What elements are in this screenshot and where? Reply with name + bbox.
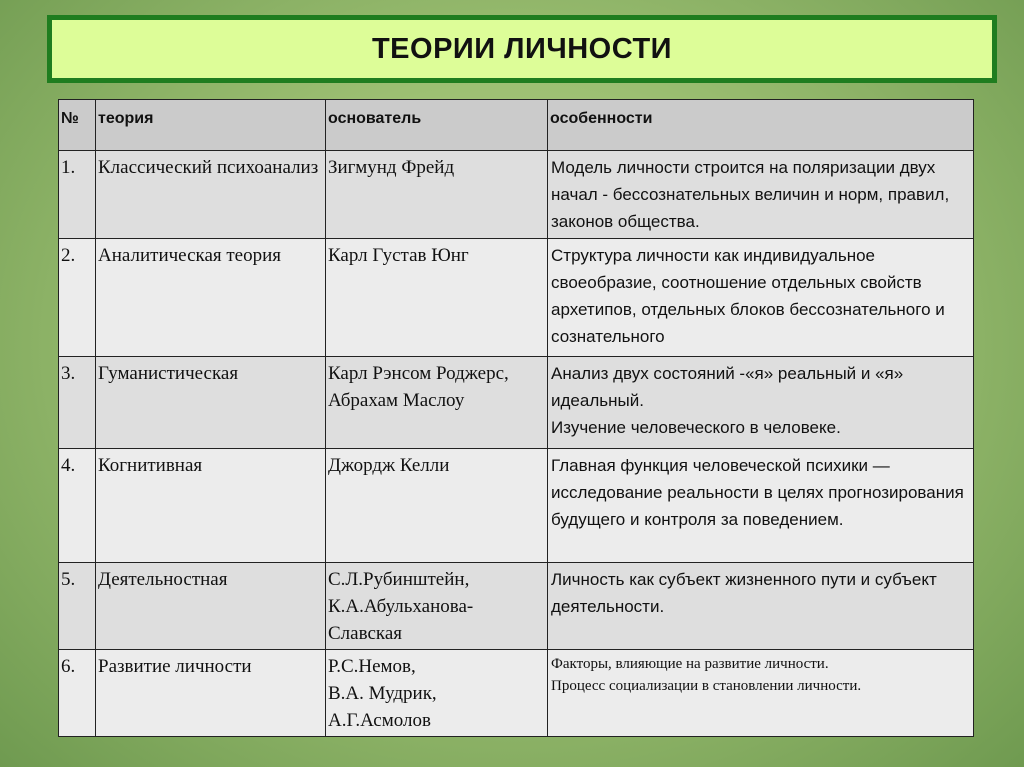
founder-cell xyxy=(326,357,548,449)
founder-cell xyxy=(326,650,548,737)
features-cell xyxy=(548,151,974,239)
page-title: ТЕОРИИ ЛИЧНОСТИ xyxy=(371,32,673,65)
founder-line: Карл Рэнсом Роджерс, xyxy=(328,363,509,384)
theory-cell: Гуманистическая xyxy=(96,357,326,449)
features-cell xyxy=(548,449,974,563)
features-line: Анализ двух состояний -«я» реальный и «я» идеальный. xyxy=(551,364,904,410)
founder-line: В.А. Мудрик, xyxy=(328,683,437,704)
features-cell xyxy=(548,357,974,449)
header-founder: основатель xyxy=(326,100,548,151)
table-row xyxy=(59,650,974,737)
founder-line: Р.С.Немов, xyxy=(328,656,416,677)
features-line: Главная функция человеческой психики — исследование реальности в целях прогнозирования будущего и контроля за поведением. xyxy=(551,456,964,529)
theory-cell: Деятельностная xyxy=(96,563,326,650)
features-cell xyxy=(548,563,974,650)
founder-line: С.Л.Рубинштейн, xyxy=(328,569,470,590)
header-features: особенности xyxy=(548,100,974,151)
theory-cell: Аналитическая теория xyxy=(96,239,326,357)
features-cell xyxy=(548,239,974,357)
row-number: 1. xyxy=(59,151,96,239)
features-line: Модель личности строится на поляризации двух начал - бессознательных величин и норм, правил, законов общества. xyxy=(551,158,950,231)
founder-line: Карл Густав Юнг xyxy=(328,245,469,266)
founder-cell xyxy=(326,239,548,357)
features-line: Процесс социализации в становлении личности. xyxy=(551,678,862,694)
theory-cell: Классический психоанализ xyxy=(96,151,326,239)
row-number: 5. xyxy=(59,563,96,650)
theory-cell: Развитие личности xyxy=(96,650,326,737)
row-number: 6. xyxy=(59,650,96,737)
table-header-row xyxy=(59,100,974,151)
table-row xyxy=(59,563,974,650)
features-line: Личность как субъект жизненного пути и субъект деятельности. xyxy=(551,570,937,616)
row-number: 3. xyxy=(59,357,96,449)
table-row xyxy=(59,357,974,449)
features-line: Структура личности как индивидуальное своеобразие, соотношение отдельных свойств архетипов, отдельных блоков бессознательного и сознательного xyxy=(551,246,945,346)
founder-line: Абрахам Маслоу xyxy=(328,390,465,411)
founder-line: Зигмунд Фрейд xyxy=(328,157,455,178)
founder-cell xyxy=(326,449,548,563)
founder-line: Джордж Келли xyxy=(328,455,450,476)
table-row xyxy=(59,449,974,563)
features-cell xyxy=(548,650,974,737)
title-banner xyxy=(47,15,997,83)
founder-cell xyxy=(326,563,548,650)
features-line: Изучение человеческого в человеке. xyxy=(551,418,841,437)
row-number: 2. xyxy=(59,239,96,357)
table-row xyxy=(59,239,974,357)
founder-cell xyxy=(326,151,548,239)
row-number: 4. xyxy=(59,449,96,563)
table-row xyxy=(59,151,974,239)
features-line: Факторы, влияющие на развитие личности. xyxy=(551,656,829,672)
header-theory: теория xyxy=(96,100,326,151)
founder-line: А.Г.Асмолов xyxy=(328,710,431,731)
founder-line: К.А.Абульханова-Славская xyxy=(328,596,474,644)
theory-cell: Когнитивная xyxy=(96,449,326,563)
header-number: № xyxy=(59,100,96,151)
theories-table xyxy=(58,99,974,737)
